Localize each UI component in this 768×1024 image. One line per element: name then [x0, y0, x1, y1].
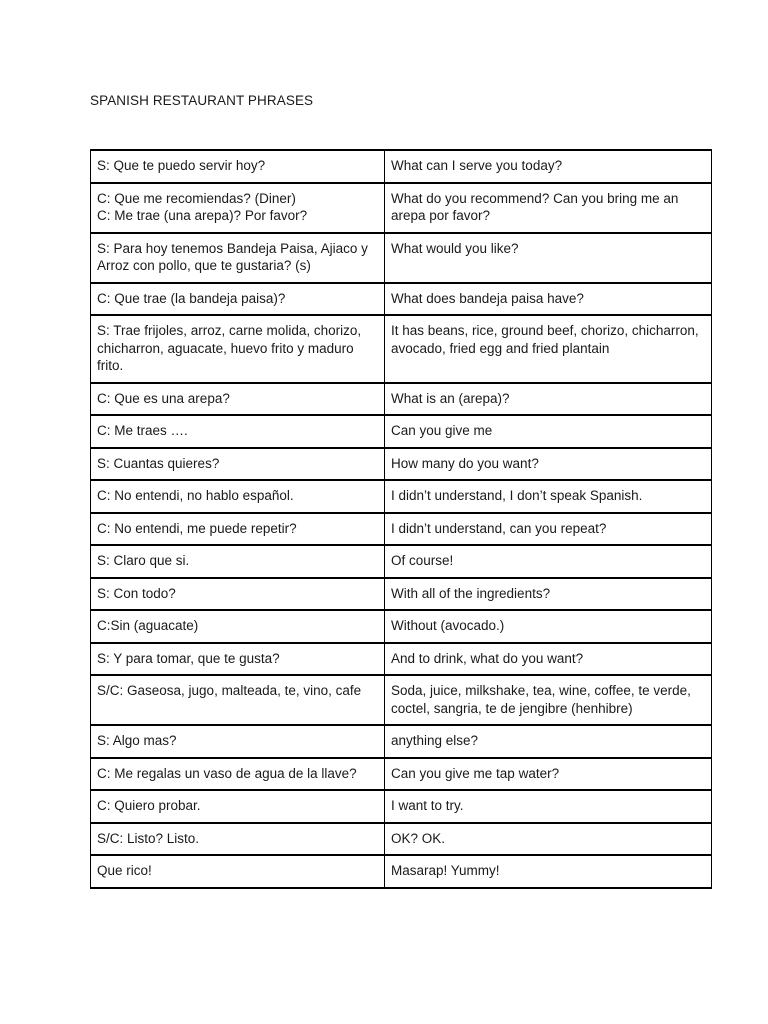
table-row — [91, 283, 712, 316]
spanish-phrase-cell: C: Que trae (la bandeja paisa)? — [91, 283, 385, 316]
english-translation-cell: And to drink, what do you want? — [385, 643, 712, 676]
table-row — [91, 545, 712, 578]
spanish-phrase-cell: S: Y para tomar, que te gusta? — [91, 643, 385, 676]
english-translation-cell: I want to try. — [385, 790, 712, 823]
english-translation-cell: It has beans, rice, ground beef, chorizo, chicharron, avocado, fried egg and fried plantain — [385, 315, 712, 383]
table-row — [91, 383, 712, 416]
english-translation-cell: What would you like? — [385, 233, 712, 283]
table-row — [91, 233, 712, 283]
english-translation-cell: I didn’t understand, I don’t speak Spanish. — [385, 480, 712, 513]
table-row — [91, 448, 712, 481]
table-row — [91, 790, 712, 823]
spanish-phrase-cell: S: Claro que si. — [91, 545, 385, 578]
english-translation-cell: What is an (arepa)? — [385, 383, 712, 416]
spanish-phrase-cell: C: Quiero probar. — [91, 790, 385, 823]
table-row — [91, 758, 712, 791]
spanish-phrase-cell: C: Me traes …. — [91, 415, 385, 448]
english-translation-cell: Can you give me tap water? — [385, 758, 712, 791]
spanish-phrase-cell: C: Que me recomiendas? (Diner) C: Me trae (una arepa)? Por favor? — [91, 183, 385, 233]
english-translation-cell: What do you recommend? Can you bring me an arepa por favor? — [385, 183, 712, 233]
spanish-phrase-cell: S: Con todo? — [91, 578, 385, 611]
spanish-phrase-cell: S: Trae frijoles, arroz, carne molida, chorizo, chicharron, aguacate, huevo frito y maduro frito. — [91, 315, 385, 383]
spanish-phrase-cell: S: Que te puedo servir hoy? — [91, 150, 385, 183]
table-row — [91, 183, 712, 233]
english-translation-cell: With all of the ingredients? — [385, 578, 712, 611]
english-translation-cell: Without (avocado.) — [385, 610, 712, 643]
spanish-phrase-cell: C: No entendi, me puede repetir? — [91, 513, 385, 546]
table-row — [91, 725, 712, 758]
spanish-phrase-cell: S/C: Gaseosa, jugo, malteada, te, vino, cafe — [91, 675, 385, 725]
table-row — [91, 823, 712, 856]
english-translation-cell: anything else? — [385, 725, 712, 758]
english-translation-cell: Of course! — [385, 545, 712, 578]
spanish-phrase-cell: S: Para hoy tenemos Bandeja Paisa, Ajiaco y Arroz con pollo, que te gustaria? (s) — [91, 233, 385, 283]
spanish-phrase-cell: C: No entendi, no hablo español. — [91, 480, 385, 513]
english-translation-cell: How many do you want? — [385, 448, 712, 481]
english-translation-cell: Soda, juice, milkshake, tea, wine, coffee, te verde, coctel, sangria, te de jengibre (henhibre) — [385, 675, 712, 725]
document-title: SPANISH RESTAURANT PHRASES — [90, 93, 314, 108]
english-translation-cell: Masarap! Yummy! — [385, 855, 712, 888]
english-translation-cell: Can you give me — [385, 415, 712, 448]
english-translation-cell: OK? OK. — [385, 823, 712, 856]
table-row — [91, 578, 712, 611]
spanish-phrase-cell: Que rico! — [91, 855, 385, 888]
table-row — [91, 643, 712, 676]
table-row — [91, 855, 712, 888]
spanish-phrase-cell: S/C: Listo? Listo. — [91, 823, 385, 856]
english-translation-cell: What can I serve you today? — [385, 150, 712, 183]
spanish-phrase-cell: C:Sin (aguacate) — [91, 610, 385, 643]
table-row — [91, 675, 712, 725]
spanish-phrase-cell: S: Algo mas? — [91, 725, 385, 758]
phrases-table — [90, 149, 712, 889]
table-row — [91, 415, 712, 448]
english-translation-cell: What does bandeja paisa have? — [385, 283, 712, 316]
table-row — [91, 150, 712, 183]
spanish-phrase-cell: C: Que es una arepa? — [91, 383, 385, 416]
spanish-phrase-cell: S: Cuantas quieres? — [91, 448, 385, 481]
table-row — [91, 610, 712, 643]
english-translation-cell: I didn’t understand, can you repeat? — [385, 513, 712, 546]
spanish-phrase-cell: C: Me regalas un vaso de agua de la llave? — [91, 758, 385, 791]
table-row — [91, 315, 712, 383]
table-row — [91, 513, 712, 546]
table-row — [91, 480, 712, 513]
